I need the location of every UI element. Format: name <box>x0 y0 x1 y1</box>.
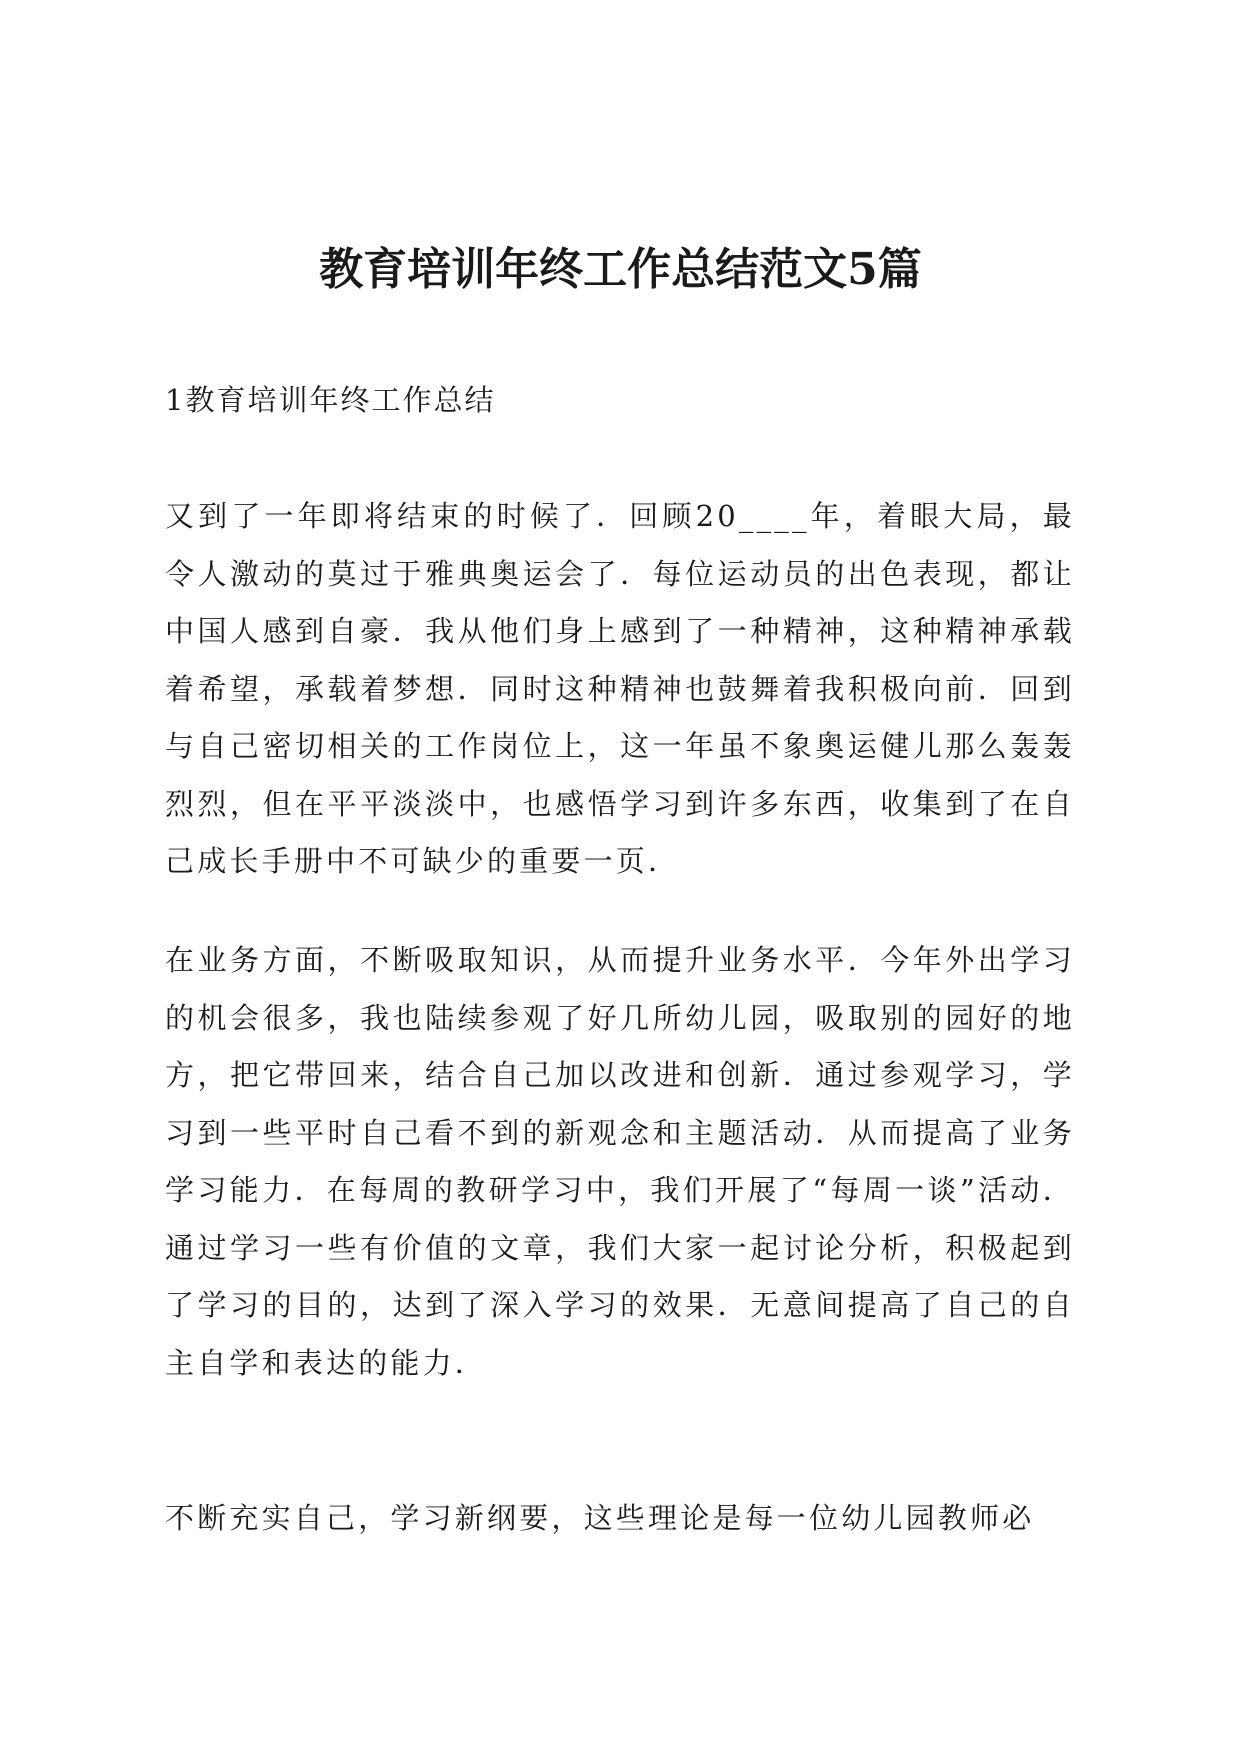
document-title: 教育培训年终工作总结范文5篇 <box>319 244 922 295</box>
paragraph: 又到了一年即将结束的时候了．回顾20____年，着眼大局，最令人激动的莫过于雅典奥运会了．每位运动员的出色表现，都让中国人感到自豪．我从他们身上感到了一种精神，这种精神承载着希望，承载着梦想．同时这种精神也鼓舞着我积极向前．回到与自己密切相关的工作岗位上，这一年虽不象奥运健儿那么轰轰烈烈，但在平平淡淡中，也感悟学习到许多东西，收集到了在自己成长手册中不可缺少的重要一页． <box>165 499 1075 878</box>
paragraph: 不断充实自己，学习新纲要，这些理论是每一位幼儿园教师必 <box>165 1501 1035 1535</box>
section-heading: 1教育培训年终工作总结 <box>165 383 496 417</box>
paragraph: 在业务方面，不断吸取知识，从而提升业务水平．今年外出学习的机会很多，我也陆续参观了好几所幼儿园，吸取别的园好的地方，把它带回来，结合自己加以改进和创新．通过参观学习，学习到一些平时自己看不到的新观念和主题活动．从而提高了业务学习能力．在每周的教研学习中，我们开展了“每周一谈”活动．通过学习一些有价值的文章，我们大家一起讨论分析，积极起到了学习的目的，达到了深入学习的效果．无意间提高了自己的自主自学和表达的能力． <box>165 943 1075 1380</box>
